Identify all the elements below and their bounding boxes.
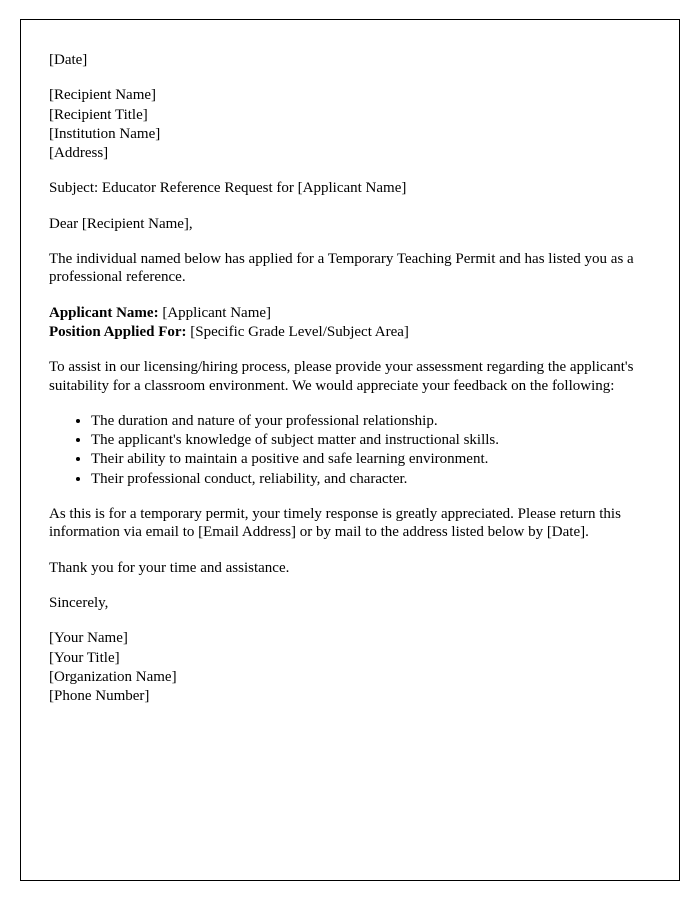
recipient-title-line: [Recipient Title] bbox=[49, 106, 148, 123]
signature-title-line: [Your Title] bbox=[49, 649, 120, 666]
recipient-block bbox=[49, 86, 651, 162]
applicant-name-label: Applicant Name: bbox=[49, 304, 159, 321]
return-paragraph: As this is for a temporary permit, your timely response is greatly appreciated. Please return this information via email to [Email Address] or by mail to the address listed below by [Date]. bbox=[49, 506, 621, 541]
feedback-bullet-list bbox=[49, 412, 651, 488]
position-applied-line bbox=[49, 323, 651, 341]
assessment-paragraph: To assist in our licensing/hiring process, please provide your assessment regarding the applicant's suitability for a classroom environment. We would appreciate your feedback on the following: bbox=[49, 359, 634, 394]
intro-paragraph: The individual named below has applied for a Temporary Teaching Permit and has listed you as a professional reference. bbox=[49, 251, 634, 286]
bullet-item-conduct: • Their professional conduct, reliability, and character. bbox=[91, 470, 651, 488]
bullet-item-environment: • Their ability to maintain a positive and safe learning environment. bbox=[91, 450, 651, 468]
signature-phone-line: [Phone Number] bbox=[49, 688, 150, 705]
recipient-address-line: [Address] bbox=[49, 145, 109, 162]
recipient-name-line: [Recipient Name] bbox=[49, 87, 157, 104]
applicant-fields-block bbox=[49, 304, 651, 342]
subject-line: Subject: Educator Reference Request for [Applicant Name] bbox=[49, 180, 407, 197]
date-line: [Date] bbox=[49, 52, 88, 68]
salutation: Dear [Recipient Name], bbox=[49, 215, 193, 232]
applicant-name-value: [Applicant Name] bbox=[162, 304, 272, 321]
bullet-item-knowledge: • The applicant's knowledge of subject matter and instructional skills. bbox=[91, 431, 651, 449]
thanks-paragraph: Thank you for your time and assistance. bbox=[49, 559, 290, 576]
letter-page bbox=[20, 19, 680, 881]
signoff-line: Sincerely, bbox=[49, 594, 109, 611]
position-applied-label: Position Applied For: bbox=[49, 323, 187, 340]
position-applied-value: [Specific Grade Level/Subject Area] bbox=[190, 323, 409, 340]
signature-block bbox=[49, 629, 651, 705]
signature-name-line: [Your Name] bbox=[49, 630, 128, 647]
recipient-institution-line: [Institution Name] bbox=[49, 125, 161, 142]
applicant-name-line bbox=[49, 304, 651, 322]
bullet-item-relationship: • The duration and nature of your professional relationship. bbox=[91, 412, 651, 430]
signature-organization-line: [Organization Name] bbox=[49, 668, 177, 685]
